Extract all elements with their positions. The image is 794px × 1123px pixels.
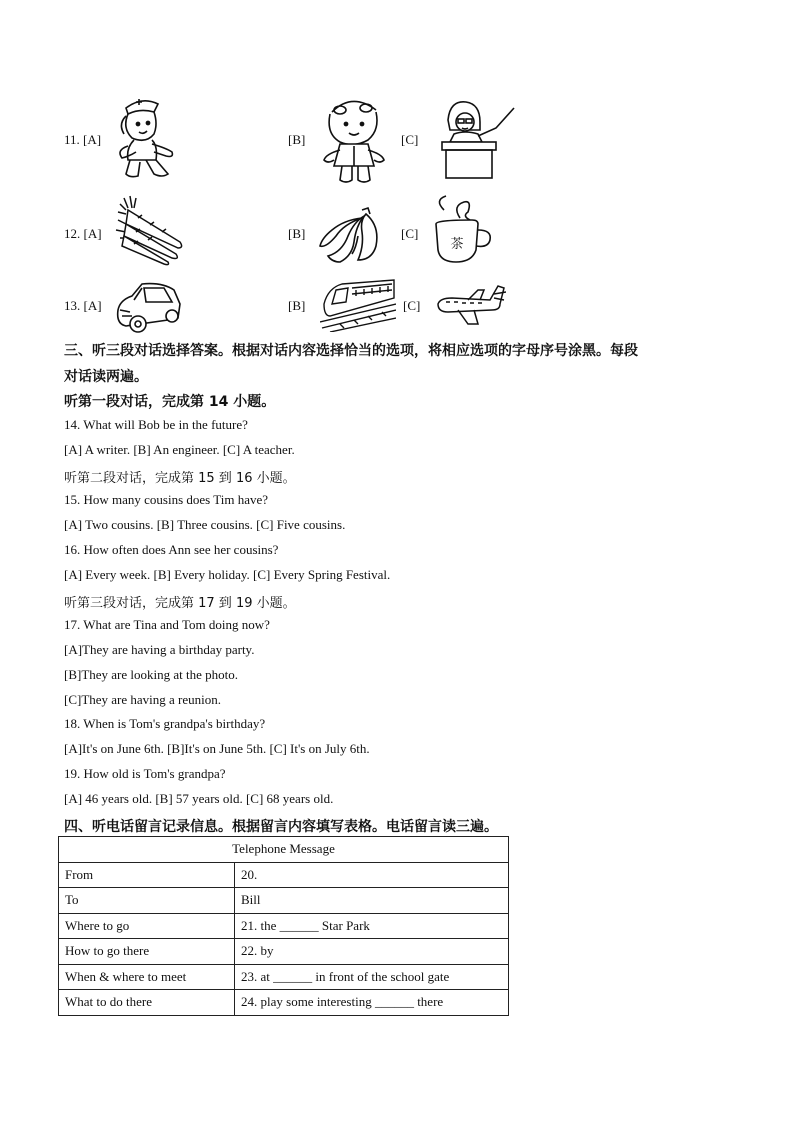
q12-c-label: [C] (401, 226, 419, 241)
table-row (59, 964, 509, 990)
tea-character: 茶 (450, 237, 464, 252)
section3-heading-line1: 三、听三段对话选择答案。根据对话内容选择恰当的选项，将相应选项的字母序号涂黑。每段 (64, 343, 638, 359)
row-value: 23. at ______ in front of the school gate (235, 964, 509, 990)
dialog1-instruction: 听第一段对话，完成第 14 小题。 (64, 394, 276, 410)
table-row (59, 862, 509, 888)
q12-label: 12. [A] (64, 226, 102, 241)
row-key: To (59, 888, 235, 914)
table-row (59, 939, 509, 965)
q13-c-label: [C] (403, 298, 421, 313)
row-value: Bill (235, 888, 509, 914)
q15-options: [A] Two cousins. [B] Three cousins. [C] Five cousins. (64, 517, 346, 532)
bananas-icon (318, 206, 386, 266)
q17-option-a: [A]They are having a birthday party. (64, 642, 255, 657)
q17-question: 17. What are Tina and Tom doing now? (64, 617, 270, 632)
carrots-icon (114, 194, 188, 266)
q14-question: 14. What will Bob be in the future? (64, 417, 248, 432)
row-value: 20. (235, 862, 509, 888)
pilot-icon (318, 94, 390, 186)
q13-label: 13. [A] (64, 298, 102, 313)
row-key: From (59, 862, 235, 888)
q17-option-c: [C]They are having a reunion. (64, 692, 222, 707)
q12-b-label: [B] (288, 226, 306, 241)
teacher-icon (436, 98, 518, 182)
q18-question: 18. When is Tom's grandpa's birthday? (64, 716, 266, 731)
q16-options: [A] Every week. [B] Every holiday. [C] Every Spring Festival. (64, 567, 391, 582)
section4-heading: 四、听电话留言记录信息。根据留言内容填写表格。电话留言读三遍。 (64, 819, 498, 835)
q17-option-b: [B]They are looking at the photo. (64, 667, 239, 682)
telephone-message-table (58, 836, 509, 1016)
table-title-row (59, 837, 509, 863)
q13-b-label: [B] (288, 298, 306, 313)
row-value: 24. play some interesting ______ there (235, 990, 509, 1016)
q19-question: 19. How old is Tom's grandpa? (64, 766, 226, 781)
row-key: When & where to meet (59, 964, 235, 990)
row-key: Where to go (59, 913, 235, 939)
q11-b-label: [B] (288, 132, 306, 147)
table-row (59, 990, 509, 1016)
car-icon (112, 280, 182, 334)
train-icon (320, 276, 396, 332)
q19-options: [A] 46 years old. [B] 57 years old. [C] 68 years old. (64, 791, 334, 806)
q15-question: 15. How many cousins does Tim have? (64, 492, 269, 507)
dialog2-instruction: 听第二段对话，完成第 15 到 16 小题。 (64, 471, 296, 486)
q14-options: [A] A writer. [B] An engineer. [C] A teacher. (64, 442, 295, 457)
row-key: What to do there (59, 990, 235, 1016)
tea-cup-icon (432, 194, 496, 264)
dialog3-instruction: 听第三段对话，完成第 17 到 19 小题。 (64, 596, 296, 611)
q18-options: [A]It's on June 6th. [B]It's on June 5th. [C] It's on July 6th. (64, 741, 370, 756)
q11-label: 11. [A] (64, 132, 102, 147)
row-key: How to go there (59, 939, 235, 965)
table-title: Telephone Message (59, 837, 509, 863)
table-row (59, 913, 509, 939)
airplane-icon (434, 282, 506, 328)
table-row (59, 888, 509, 914)
row-value: 22. by (235, 939, 509, 965)
q11-c-label: [C] (401, 132, 419, 147)
section3-heading-line2: 对话读两遍。 (64, 369, 148, 385)
row-value: 21. the ______ Star Park (235, 913, 509, 939)
nurse-icon (112, 94, 188, 186)
q16-question: 16. How often does Ann see her cousins? (64, 542, 279, 557)
